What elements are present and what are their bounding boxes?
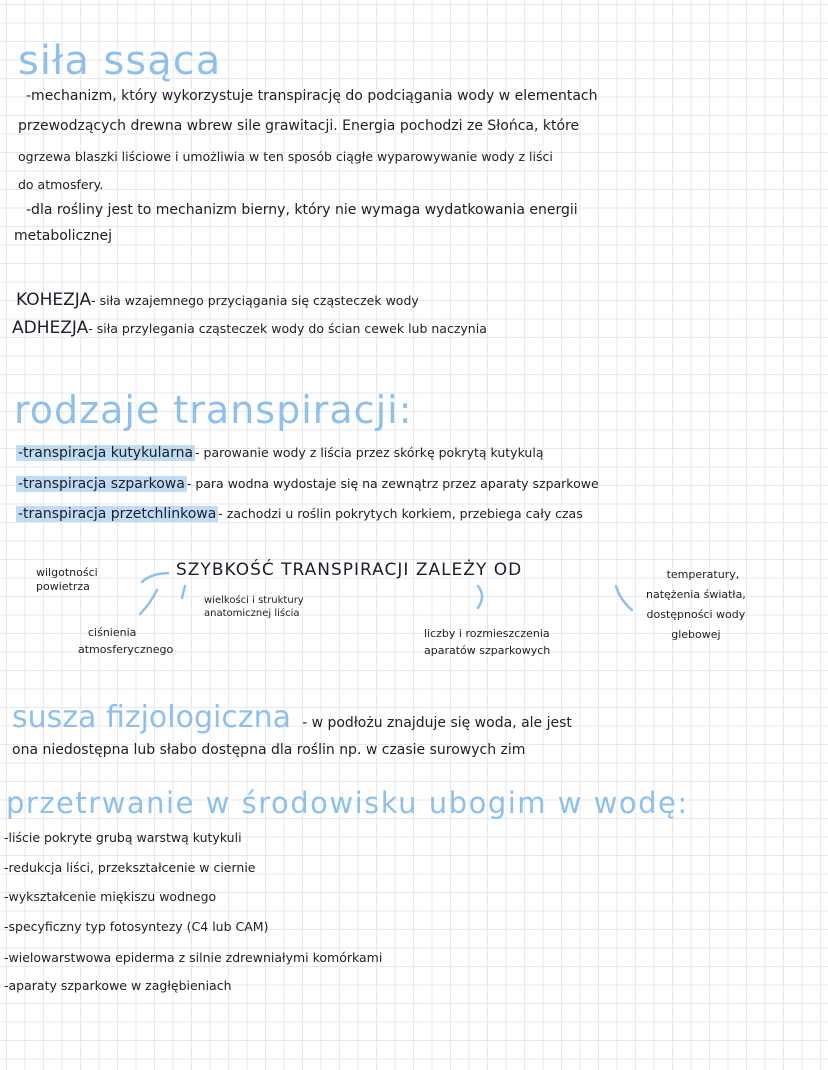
heading-sila-ssaca: siła ssąca [18, 38, 222, 84]
text-line: przewodzących drewna wbrew sile grawitacji. Energia pochodzi ze Słońca, które [18, 118, 580, 134]
text-line: metabolicznej [14, 228, 112, 244]
mindmap-center: SZYBKOŚĆ TRANSPIRACJI ZALEŻY OD [176, 560, 523, 580]
list-item: -liście pokryte grubą warstwą kutykuli [4, 830, 242, 845]
desc-przetchlinkowa: - zachodzi u roślin pokrytych korkiem, przebiega cały czas [218, 506, 583, 521]
factor-line: atmosferycznego [78, 643, 174, 656]
text-line: ogrzewa blaszki liściowe i umożliwia w ten sposób ciągłe wyparowywanie wody z liści [18, 149, 553, 164]
term-kutykularna: -transpiracja kutykularna [18, 445, 194, 461]
desc-szparkowa: - para wodna wydostaje się na zewnątrz przez aparaty szparkowe [186, 476, 599, 491]
heading-susza-fizjologiczna: susza fizjologiczna [12, 700, 291, 735]
term-kohezja: KOHEZJA [16, 290, 92, 310]
factor-line: wielkości i struktury [204, 595, 304, 606]
connector-wilgotnosc [142, 573, 168, 582]
text-line: do atmosfery. [18, 177, 104, 192]
list-item: -wielowarstwowa epiderma z silnie zdrewniałymi komórkami [4, 950, 383, 965]
factor-line: wilgotności [36, 566, 98, 579]
def-adhezja: - siła przylegania cząsteczek wody do ścian cewek lub naczynia [88, 321, 487, 336]
list-item: -aparaty szparkowe w zagłębieniach [4, 978, 232, 993]
term-adhezja: ADHEZJA [12, 318, 89, 338]
susza-line-1 [12, 700, 572, 735]
factor-line: powietrza [36, 580, 90, 593]
factor-line: anatomicznej liścia [204, 608, 300, 619]
heading-rodzaje-transpiracji: rodzaje transpiracji: [14, 388, 413, 432]
connector-temperatura [616, 586, 632, 610]
factor-line: ciśnienia [88, 626, 137, 639]
desc-kutykularna: - parowanie wody z liścia przez skórkę pokrytą kutykulą [195, 445, 544, 460]
connector-cisnienie [140, 590, 157, 614]
text-line: -dla rośliny jest to mechanizm bierny, który nie wymaga wydatkowania energii [26, 202, 578, 218]
connector-liczba [478, 586, 482, 608]
term-przetchlinkowa: -transpiracja przetchlinkowa [18, 506, 217, 522]
list-item: -wykształcenie miękiszu wodnego [4, 889, 217, 904]
factor-line: liczby i rozmieszczenia [424, 627, 550, 640]
factor-line: dostępności wody [646, 608, 746, 621]
connector-wielkosc [182, 586, 185, 598]
list-item: -specyficzny typ fotosyntezy (C4 lub CAM) [4, 919, 269, 934]
factor-line: glebowej [671, 628, 721, 641]
susza-line-2: ona niedostępna lub słabo dostępna dla roślin np. w czasie surowych zim [12, 742, 526, 758]
term-szparkowa: -transpiracja szparkowa [18, 476, 185, 492]
def-kohezja: - siła wzajemnego przyciągania się cząsteczek wody [91, 293, 419, 308]
factor-line: temperatury, [666, 568, 740, 581]
list-item: -redukcja liści, przekształcenie w ciernie [4, 860, 256, 875]
factor-line: natężenia światła, [646, 588, 746, 601]
heading-przetrwanie: przetrwanie w środowisku ubogim w wodę: [6, 786, 689, 820]
factor-line: aparatów szparkowych [424, 644, 551, 657]
text-line: -mechanizm, który wykorzystuje transpirację do podciągania wody w elementach [26, 88, 598, 104]
susza-desc: - w podłożu znajduje się woda, ale jest [302, 715, 572, 731]
